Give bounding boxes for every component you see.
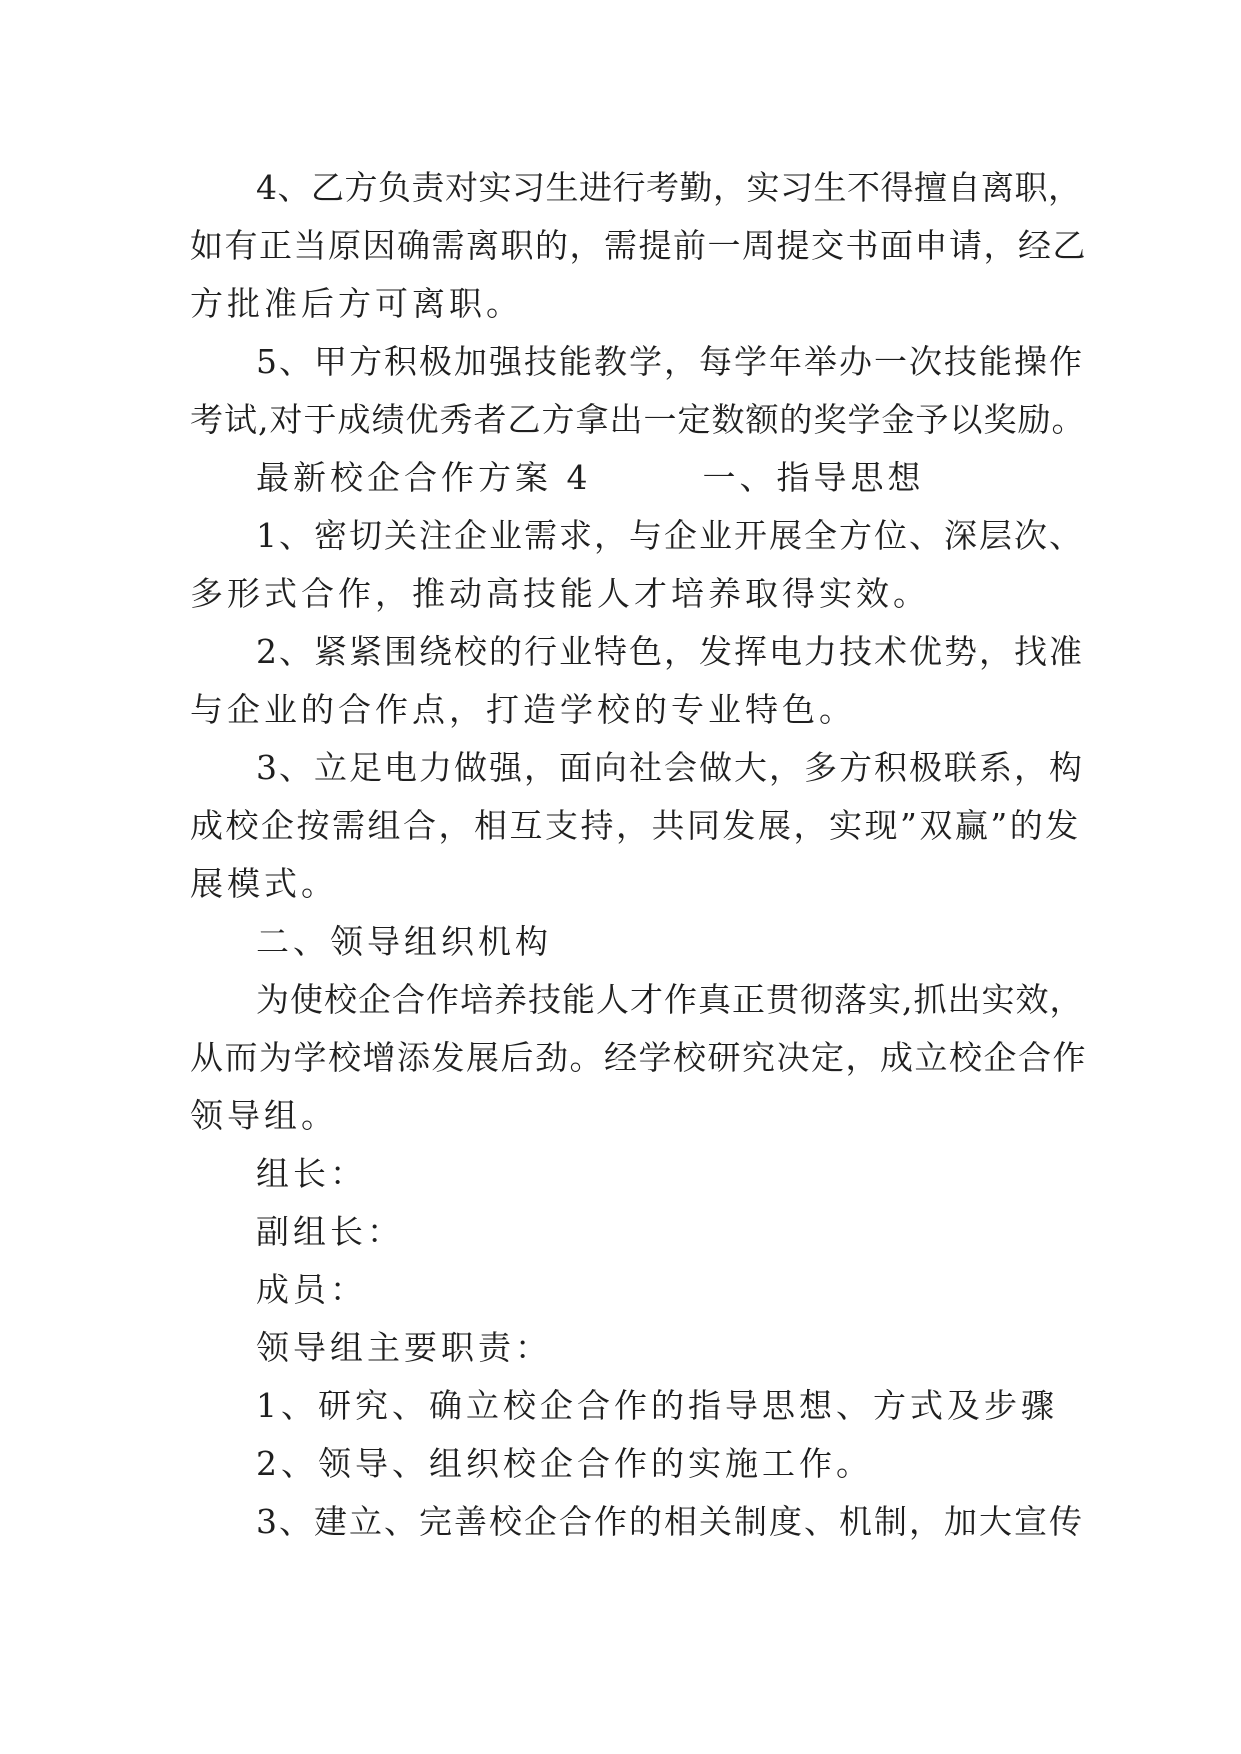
members-label: 成员：: [256, 1270, 367, 1309]
text-line: 领导组。: [190, 1096, 338, 1135]
text-line: 如有正当原因确需离职的，需提前一周提交书面申请，经乙: [190, 226, 1087, 265]
duties-heading: 领导组主要职责：: [256, 1328, 552, 1367]
text-line: 3、立足电力做强，面向社会做大，多方积极联系，构: [256, 748, 1084, 787]
section-heading: 最新校企合作方案 4 一、指导思想: [256, 458, 925, 497]
group-leader-label: 组长：: [256, 1154, 367, 1193]
text-line: 为使校企合作培养技能人才作真正贯彻落实,抓出实效，: [256, 980, 1084, 1019]
text-line: 1、密切关注企业需求，与企业开展全方位、深层次、: [256, 516, 1084, 555]
text-line: 2、紧紧围绕校的行业特色，发挥电力技术优势，找准: [256, 632, 1084, 671]
text-line: 展模式。: [190, 864, 338, 903]
text-line: 4、乙方负责对实习生进行考勤，实习生不得擅自离职，: [256, 168, 1082, 207]
text-line: 考试,对于成绩优秀者乙方拿出一定数额的奖学金予以奖励。: [190, 400, 1086, 439]
deputy-leader-label: 副组长：: [256, 1212, 404, 1251]
text-line: 与企业的合作点，打造学校的专业特色。: [190, 690, 856, 729]
text-line: 多形式合作，推动高技能人才培养取得实效。: [190, 574, 930, 613]
section-heading: 二、领导组织机构: [256, 922, 552, 961]
text-line: 方批准后方可离职。: [190, 284, 523, 323]
text-line: 成校企按需组合，相互支持，共同发展，实现”双赢”的发: [190, 806, 1081, 845]
duty-item: 2、领导、组织校企合作的实施工作。: [256, 1444, 873, 1483]
duty-item: 3、建立、完善校企合作的相关制度、机制，加大宣传: [256, 1502, 1084, 1541]
duty-item: 1、研究、确立校企合作的指导思想、方式及步骤: [256, 1386, 1058, 1425]
text-line: 5、甲方积极加强技能教学，每学年举办一次技能操作: [256, 342, 1084, 381]
text-line: 从而为学校增添发展后劲。经学校研究决定，成立校企合作: [190, 1038, 1087, 1077]
